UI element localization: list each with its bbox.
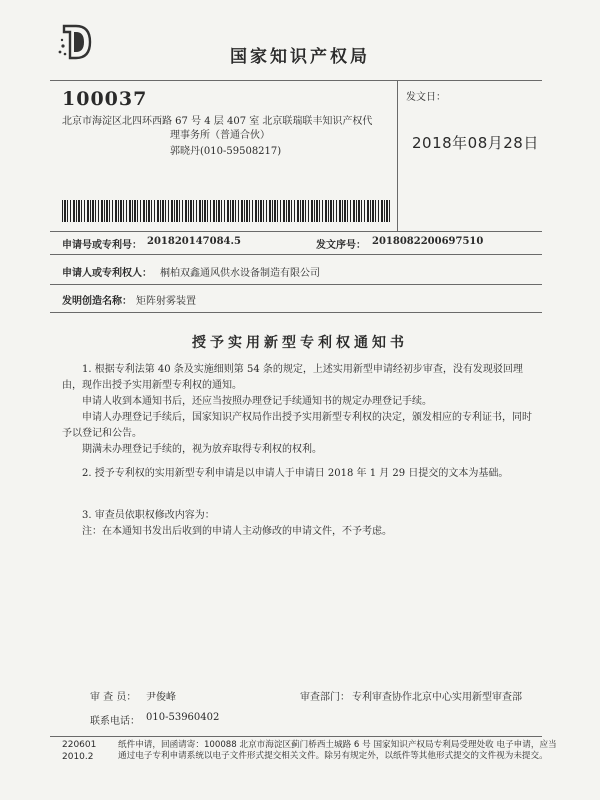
notice-note: 注：在本通知书发出后收到的申请人主动修改的申请文件，不予考虑。 bbox=[82, 526, 392, 537]
row-rule-3 bbox=[50, 312, 542, 313]
serial-number-value: 2018082200697510 bbox=[372, 236, 484, 247]
notice-paragraph-1: 1. 根据专利法第 40 条及实施细则第 54 条的规定，上述实用新型申请经初步审查，没有发现驳回理由，现作出授予实用新型专利权的通知。 bbox=[62, 364, 523, 391]
issue-date-value: 2018年08月28日 bbox=[412, 134, 539, 152]
row-rule-1 bbox=[50, 254, 542, 255]
document-barcode bbox=[62, 200, 392, 222]
invention-label: 发明创造名称： bbox=[62, 296, 132, 307]
barcode-rule bbox=[50, 231, 542, 232]
notice-paragraph-2: 2. 授予专利权的实用新型专利申请是以申请人于申请日 2018 年 1 月 29 日提交的文本为基础。 bbox=[82, 468, 509, 479]
department-value: 专利审查协作北京中心实用新型审查部 bbox=[352, 692, 522, 703]
header-rule bbox=[50, 80, 542, 81]
examiner-label: 审 查 员： bbox=[90, 692, 137, 703]
issue-date-label: 发文日： bbox=[406, 92, 446, 103]
footer-notice: 纸件申请，回函请寄：100088 北京市海淀区蓟门桥西土城路 6 号 国家知识产权局专利局受理处收 电子申请，应当通过电子专利申请系统以电子文件形式提交相关文件。除另有规定外，以纸件等其他形式提交的文件视为未提交。 bbox=[118, 740, 557, 761]
footer-rule bbox=[50, 736, 542, 737]
applicant-value: 桐柏双鑫通风供水设备制造有限公司 bbox=[160, 268, 320, 279]
address-line-1: 北京市海淀区北四环西路 67 号 4 层 407 室 北京联瑞联丰知识产权代 bbox=[62, 116, 373, 127]
date-column-divider bbox=[397, 80, 398, 231]
invention-value: 矩阵射雾装置 bbox=[136, 296, 196, 307]
notice-paragraph-1c: 申请人办理登记手续后，国家知识产权局作出授予实用新型专利权的决定，颁发相应的专利证书，同时予以登记和公告。 bbox=[62, 412, 532, 439]
notice-paragraph-1d: 期满未办理登记手续的，视为放弃取得专利权的权利。 bbox=[82, 444, 322, 455]
form-code: 220601 bbox=[62, 740, 97, 750]
address-line-2: 理事务所（普通合伙） bbox=[170, 130, 270, 141]
form-version: 2010.2 bbox=[62, 752, 94, 762]
office-title: 国家知识产权局 bbox=[230, 47, 370, 67]
notice-paragraph-3: 3. 审查员依职权修改内容为： bbox=[82, 510, 215, 521]
phone-label: 联系电话： bbox=[90, 716, 140, 727]
application-number-value: 201820147084.5 bbox=[147, 236, 241, 247]
application-number-label: 申请号或专利号： bbox=[62, 240, 142, 251]
notice-paragraph-1b: 申请人收到本通知书后，还应当按照办理登记手续通知书的规定办理登记手续。 bbox=[82, 396, 432, 407]
examiner-name: 尹俊峰 bbox=[146, 692, 176, 703]
department-label: 审查部门： bbox=[300, 692, 350, 703]
notice-title: 授予实用新型专利权通知书 bbox=[192, 335, 408, 351]
contact-person: 郭晓丹(010-59508217) bbox=[170, 146, 282, 157]
applicant-label: 申请人或专利权人： bbox=[62, 268, 152, 279]
phone-value: 010-53960402 bbox=[146, 712, 220, 723]
postcode: 100037 bbox=[62, 88, 148, 110]
row-rule-2 bbox=[50, 284, 542, 285]
serial-number-label: 发文序号： bbox=[316, 240, 366, 251]
